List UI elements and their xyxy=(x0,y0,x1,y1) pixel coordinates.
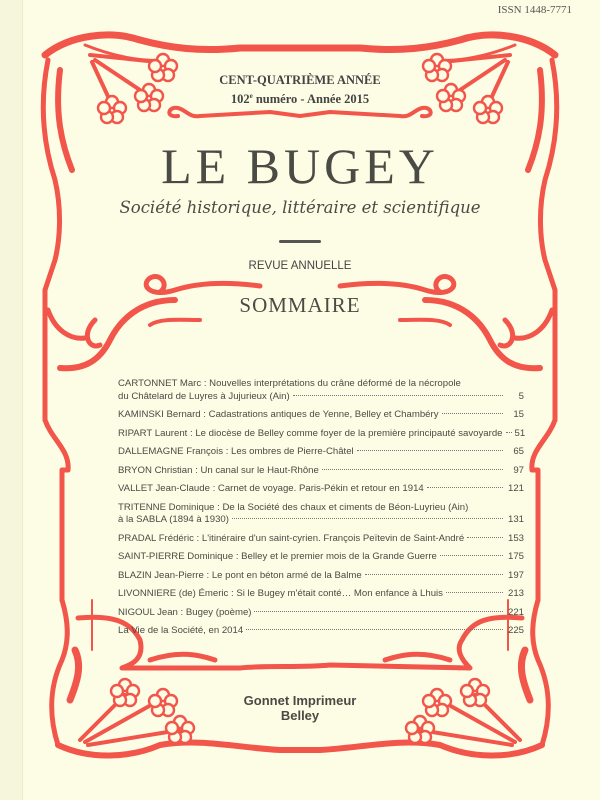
toc-page-number: 131 xyxy=(507,514,524,525)
leader-dots xyxy=(365,574,503,575)
toc-entry xyxy=(118,378,524,403)
toc-page-number: 221 xyxy=(507,606,524,618)
toc-page-number: 97 xyxy=(513,464,524,476)
edition-year-label: CENT-QUATRIÈME ANNÉE xyxy=(219,73,381,87)
revue-label: REVUE ANNUELLE xyxy=(248,260,352,272)
leader-dots xyxy=(506,432,512,433)
toc-entry-title: DALLEMAGNE François : Les ombres de Pierre-Châtel xyxy=(118,446,354,457)
edition-info xyxy=(0,72,600,107)
toc-entry xyxy=(118,533,524,546)
leader-dots xyxy=(442,413,503,414)
leader-dots xyxy=(322,469,503,470)
toc-entry xyxy=(118,428,524,441)
table-of-contents-heading: SOMMAIRE xyxy=(239,293,361,317)
toc-entry-title: BLAZIN Jean-Pierre : Le pont en béton armé de la Balme xyxy=(118,569,362,581)
toc-entry xyxy=(118,446,524,459)
edition-issue-label xyxy=(0,88,600,107)
table-of-contents xyxy=(118,378,524,644)
toc-entry-title: LIVONNIERE (de) Émeric : Si le Bugey m'était conté… Mon enfance à Lhuis xyxy=(118,588,443,599)
toc-entry xyxy=(118,625,524,638)
toc-page-number: 197 xyxy=(507,569,524,581)
toc-entry-title: PRADAL Frédéric : L'itinéraire d'un saint-cyrien. François Peïtevin de Saint-André xyxy=(118,532,465,544)
toc-entry-title: NIGOUL Jean : Bugey (poème) xyxy=(118,606,252,618)
leader-dots xyxy=(254,611,503,612)
toc-page-number: 5 xyxy=(518,390,524,402)
issue-number: 102 xyxy=(230,92,250,107)
toc-entry xyxy=(118,607,524,620)
toc-entry-title: TRITENNE Dominique : De la Société des chaux et ciments de Béon-Luyrieu (Ain) xyxy=(118,501,469,513)
toc-page-number: 65 xyxy=(513,446,524,457)
printer-city: Belley xyxy=(280,708,320,723)
toc-entry-title: à la SABLA (1894 à 1930) xyxy=(118,514,229,525)
toc-entry xyxy=(118,465,524,478)
divider xyxy=(279,240,321,243)
toc-page-number: 15 xyxy=(513,409,524,420)
issn-number: ISSN 1448-7771 xyxy=(497,4,572,16)
toc-page-number: 121 xyxy=(507,483,524,494)
toc-entry xyxy=(118,483,524,496)
toc-page-number: 213 xyxy=(507,588,524,599)
toc-entry xyxy=(118,502,524,527)
journal-subtitle: Société historique, littéraire et scientifique xyxy=(119,198,481,217)
leader-dots xyxy=(357,450,503,451)
leader-dots xyxy=(440,555,503,556)
toc-entry-title: RIPART Laurent : Le diocèse de Belley comme foyer de la première principauté savoyarde xyxy=(118,427,503,439)
leader-dots xyxy=(446,592,503,593)
toc-page-number: 153 xyxy=(507,532,524,544)
toc-entry-title: VALLET Jean-Claude : Carnet de voyage. Paris-Pékin et retour en 1914 xyxy=(118,483,424,494)
toc-page-number: 225 xyxy=(507,625,524,636)
toc-entry-title: SAINT-PIERRE Dominique : Belley et le premier mois de la Grande Guerre xyxy=(118,551,437,562)
leader-dots xyxy=(293,395,503,396)
toc-page-number: 175 xyxy=(507,551,524,562)
leader-dots xyxy=(232,518,503,519)
issue-ordinal: e xyxy=(249,92,253,100)
toc-entry xyxy=(118,570,524,583)
leader-dots xyxy=(246,629,503,630)
leader-dots xyxy=(467,537,503,538)
toc-page-number: 51 xyxy=(514,427,526,439)
toc-entry-title: CARTONNET Marc : Nouvelles interprétations du crâne déformé de la nécropole xyxy=(118,378,461,389)
toc-entry-title: KAMINSKI Bernard : Cadastrations antiques de Yenne, Belley et Chambéry xyxy=(118,409,439,420)
printer-name: Gonnet Imprimeur xyxy=(243,693,357,708)
issue-year: numéro - Année 2015 xyxy=(252,92,370,107)
toc-entry-title: du Châtelard de Luyres à Jujurieux (Ain) xyxy=(118,390,290,402)
leader-dots xyxy=(427,487,503,488)
toc-entry-title: BRYON Christian : Un canal sur le Haut-Rhône xyxy=(118,464,319,476)
toc-entry xyxy=(118,551,524,564)
journal-title: LE BUGEY xyxy=(161,138,439,194)
printer-imprint xyxy=(0,693,600,723)
toc-entry-title: La Vie de la Société, en 2014 xyxy=(118,625,244,636)
toc-entry xyxy=(118,409,524,422)
toc-entry xyxy=(118,588,524,601)
